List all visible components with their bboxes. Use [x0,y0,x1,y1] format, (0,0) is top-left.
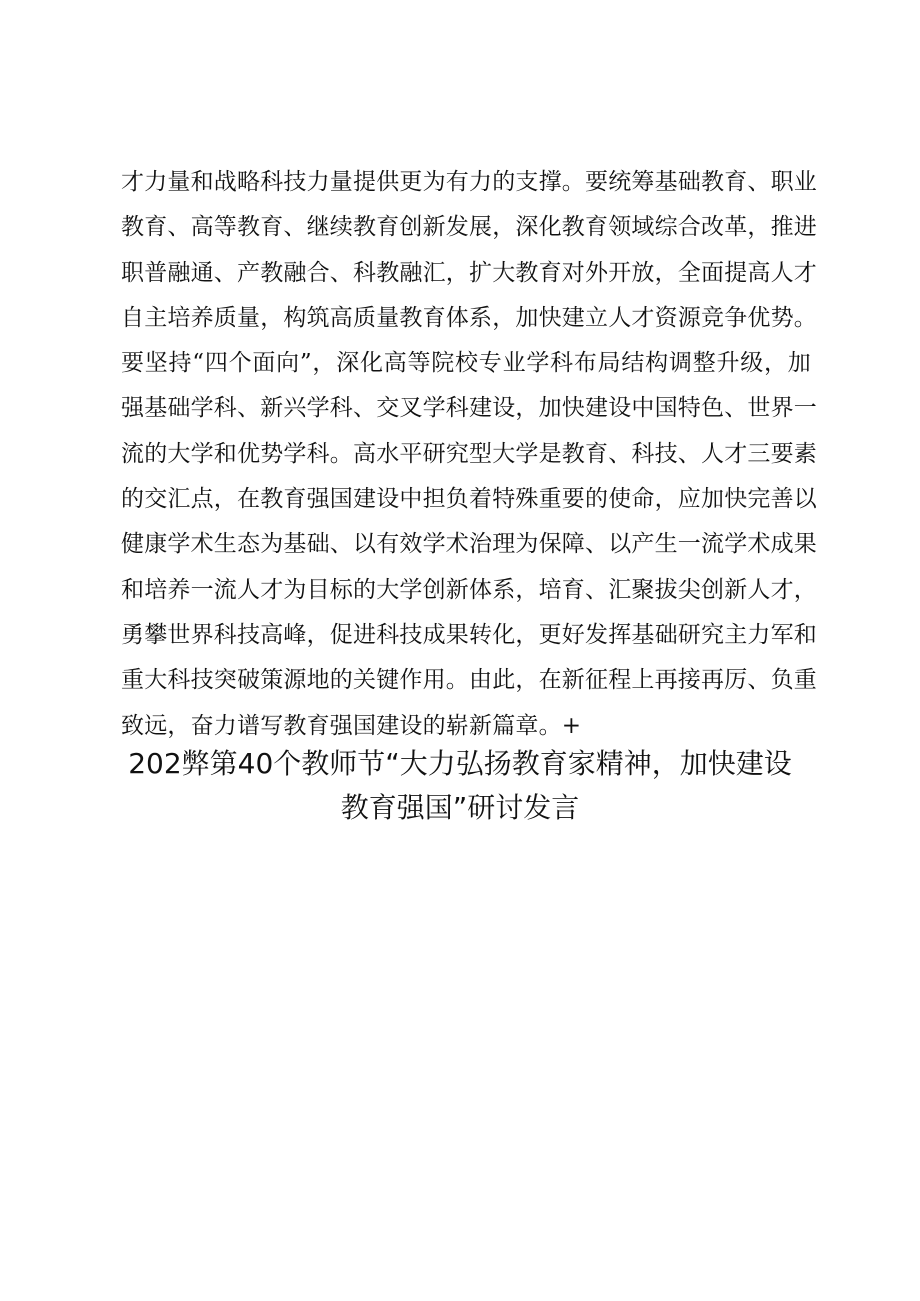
article-paragraph [121,160,817,749]
paragraph-line: 的交汇点，在教育强国建设中担负着特殊重要的使命，应加快完善以 [121,486,817,513]
paragraph-line: 要坚持“四个面向”，深化高等院校专业学科布局结构调整升级，加 [121,350,811,377]
paragraph-line: 流的大学和优势学科。高水平研究型大学是教育、科技、人才三要素 [121,440,817,467]
paragraph-line: 致远，奋力谱写教育强国建设的崭新篇章。+ [121,712,582,739]
paragraph-line: 职普融通、产教融合、科教融汇，扩大教育对外开放，全面提高人才 [121,259,817,286]
section-title [100,742,820,830]
paragraph-line: 重大科技突破策源地的关键作用。由此，在新征程上再接再厉、负重 [121,667,817,694]
paragraph-line: 勇攀世界科技高峰，促进科技成果转化，更好发挥基础研究主力军和 [121,621,817,648]
section-title-line-1: 202弊第40个教师节“大力弘扬教育家精神，加快建设 [128,747,792,780]
paragraph-line: 和培养一流人才为目标的大学创新体系，培育、汇聚拔尖创新人才， [121,576,817,603]
paragraph-line: 教育、高等教育、继续教育创新发展，深化教育领域综合改革，推进 [121,214,817,241]
section-title-line-2: 教育强国”研讨发言 [340,791,580,824]
paragraph-line: 健康学术生态为基础、以有效学术治理为保障、以产生一流学术成果 [121,531,817,558]
paragraph-line: 自主培养质量，构筑高质量教育体系，加快建立人才资源竞争优势。 [121,304,817,331]
paragraph-line: 才力量和战略科技力量提供更为有力的支撑。要统筹基础教育、职业 [121,169,817,195]
paragraph-line: 强基础学科、新兴学科、交叉学科建设，加快建设中国特色、世界一 [121,395,817,422]
